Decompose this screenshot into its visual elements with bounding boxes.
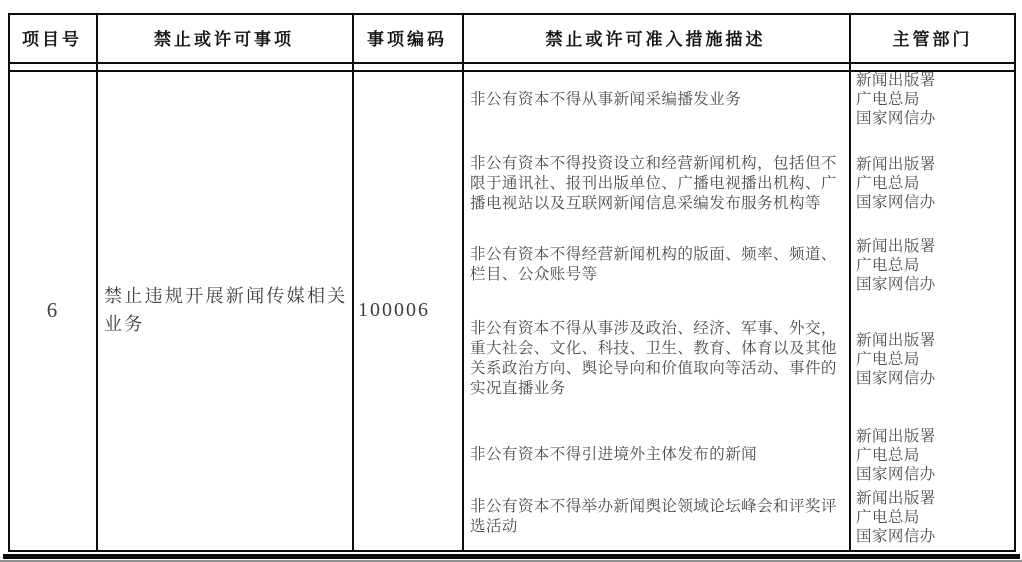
- department: 广电总局: [856, 256, 920, 274]
- department: 国家网信办: [856, 194, 936, 211]
- measure-row-1: [462, 70, 1016, 147]
- department-list: [849, 70, 1016, 129]
- body-bottom-border: [8, 550, 1016, 552]
- measures-and-departments-column: [462, 70, 1016, 550]
- table-body-row: [8, 70, 1016, 550]
- department-list: [849, 310, 1016, 408]
- department: 国家网信办: [856, 110, 936, 127]
- measure-description: 非公有资本不得从事新闻采编播发业务: [470, 90, 742, 108]
- table-header-row: [8, 13, 1016, 62]
- department-list: [849, 420, 1016, 490]
- header-bottom-border: [8, 62, 1016, 64]
- header-measure-description: 禁止或许可准入措施描述: [545, 30, 766, 49]
- measure-description: 非公有资本不得引进境外主体发布的新闻: [470, 446, 758, 463]
- header-item-code: 事项编码: [367, 30, 447, 49]
- department: 广电总局: [856, 508, 920, 526]
- page-section-rule: [3, 554, 1020, 559]
- measure-description: 非公有资本不得从事涉及政治、经济、军事、外交，重大社会、文化、科技、卫生、教育、体育以及其他关系政治方向、舆论导向和价值取向等活动、事件的实况直播业务: [470, 320, 837, 397]
- measure-description: 非公有资本不得经营新闻机构的版面、频率、频道、栏目、公众账号等: [470, 246, 837, 283]
- department-list: [849, 230, 1016, 300]
- item-name-value: 禁止违规开展新闻传媒相关业务: [104, 286, 348, 334]
- item-number-value: 6: [46, 297, 58, 322]
- header-item-number: 项目号: [22, 30, 82, 49]
- department: 新闻出版署: [856, 427, 936, 445]
- department: 新闻出版署: [856, 156, 936, 173]
- measure-description: 非公有资本不得投资设立和经营新闻机构，包括但不限于通讯社、报刊出版单位、广播电视播出机构、广播电视站以及互联网新闻信息采编发布服务机构等: [470, 154, 837, 212]
- measure-row-4: [462, 310, 1016, 420]
- department: 新闻出版署: [856, 489, 936, 507]
- header-supervising-department: 主管部门: [892, 30, 973, 49]
- department: 新闻出版署: [856, 331, 936, 349]
- cell-item-code: [352, 70, 462, 550]
- measure-row-3: [462, 230, 1016, 310]
- department: 广电总局: [856, 446, 920, 464]
- department: 广电总局: [856, 350, 920, 368]
- department: 国家网信办: [856, 465, 936, 483]
- department: 国家网信办: [856, 275, 936, 293]
- measure-description: 非公有资本不得举办新闻舆论领域论坛峰会和评奖评选活动: [470, 498, 837, 535]
- header-prohibited-or-permitted-item: 禁止或许可事项: [154, 30, 294, 49]
- department: 新闻出版署: [856, 72, 936, 89]
- measure-row-5: [462, 420, 1016, 490]
- cell-item-name: [96, 70, 352, 550]
- department-list: [849, 490, 1016, 544]
- measure-row-2: [462, 147, 1016, 230]
- department: 广电总局: [856, 175, 920, 192]
- department: 新闻出版署: [856, 237, 936, 255]
- department-list: [849, 147, 1016, 220]
- department: 广电总局: [856, 91, 920, 108]
- cell-item-number: [8, 70, 96, 550]
- item-code-value: 100006: [358, 298, 430, 321]
- department: 国家网信办: [856, 369, 936, 387]
- department: 国家网信办: [856, 527, 936, 545]
- measure-row-6: [462, 490, 1016, 550]
